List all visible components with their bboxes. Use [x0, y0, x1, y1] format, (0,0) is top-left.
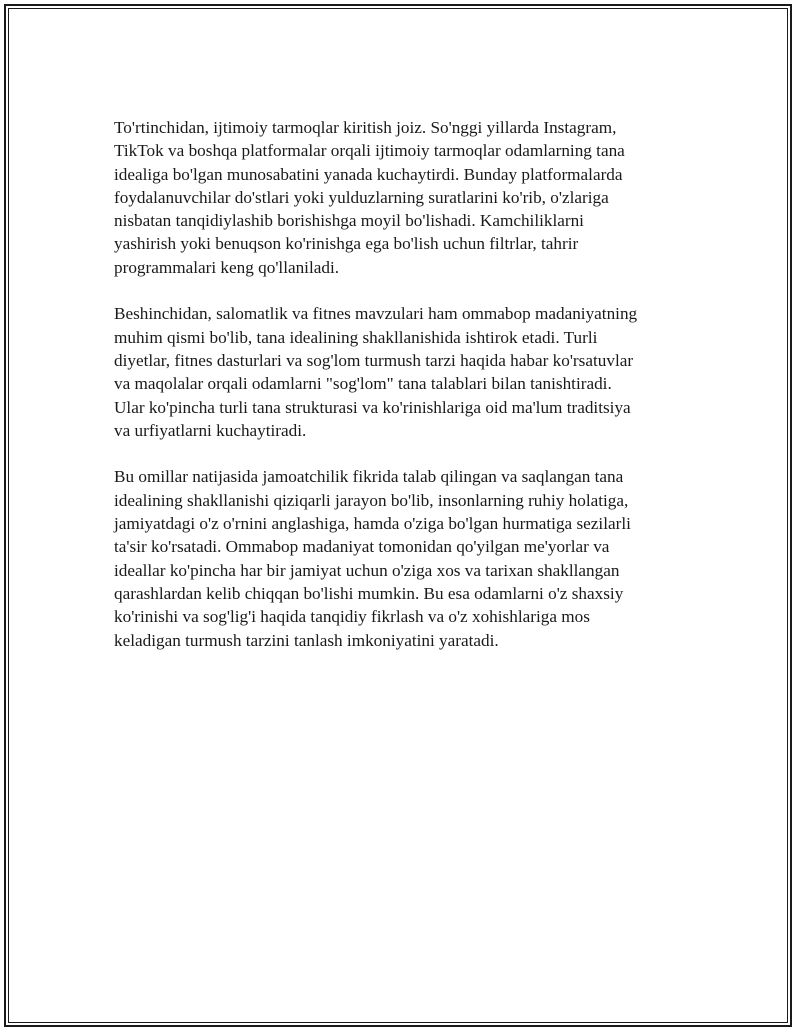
document-body	[114, 116, 684, 675]
paragraph-health-fitness: Beshinchidan, salomatlik va fitnes mavzulari ham ommabop madaniyatning muhim qismi bo'lib, tana idealining shakllanishida ishtirok etadi. Turli diyetlar, fitnes dasturlari va sog'lom turmush tarzi haqida habar ko'rsatuvlar va maqolalar orqali odamlarni "sog'lom" tana talablari bilan tanishtiradi. Ular ko'pincha turli tana strukturasi va ko'rinishlariga oid ma'lum traditsiya va urfiyatlarni kuchaytiradi.	[114, 304, 638, 440]
paragraph-social-media: To'rtinchidan, ijtimoiy tarmoqlar kiritish joiz. So'nggi yillarda Instagram, TikTok va boshqa platformalar orqali ijtimoiy tarmoqlar odamlarning tana idealiga bo'lgan munosabatini yanada kuchaytirdi. Bunday platformalarda foydalanuvchilar do'stlari yoki yulduzlarning suratlarini ko'rib, o'zlariga nisbatan tanqidiylashib borishishga moyil bo'lishadi. Kamchiliklarni yashirish yoki benuqson ko'rinishga ega bo'lish uchun filtrlar, tahrir programmalari keng qo'llaniladi.	[114, 118, 625, 277]
paragraph-conclusion: Bu omillar natijasida jamoatchilik fikrida talab qilingan va saqlangan tana idealining shakllanishi qiziqarli jarayon bo'lib, insonlarning ruhiy holatiga, jamiyatdagi o'z o'rnini anglashiga, hamda o'ziga bo'lgan hurmatiga sezilarli ta'sir ko'rsatadi. Ommabop madaniyat tomonidan qo'yilgan me'yorlar va ideallar ko'pincha har bir jamiyat uchun o'ziga xos va tarixan shakllangan qarashlardan kelib chiqqan bo'lishi mumkin. Bu esa odamlarni o'z shaxsiy ko'rinishi va sog'lig'i haqida tanqidiy fikrlash va o'z xohishlariga mos keladigan turmush tarzini tanlash imkoniyatini yaratadi.	[114, 467, 631, 650]
